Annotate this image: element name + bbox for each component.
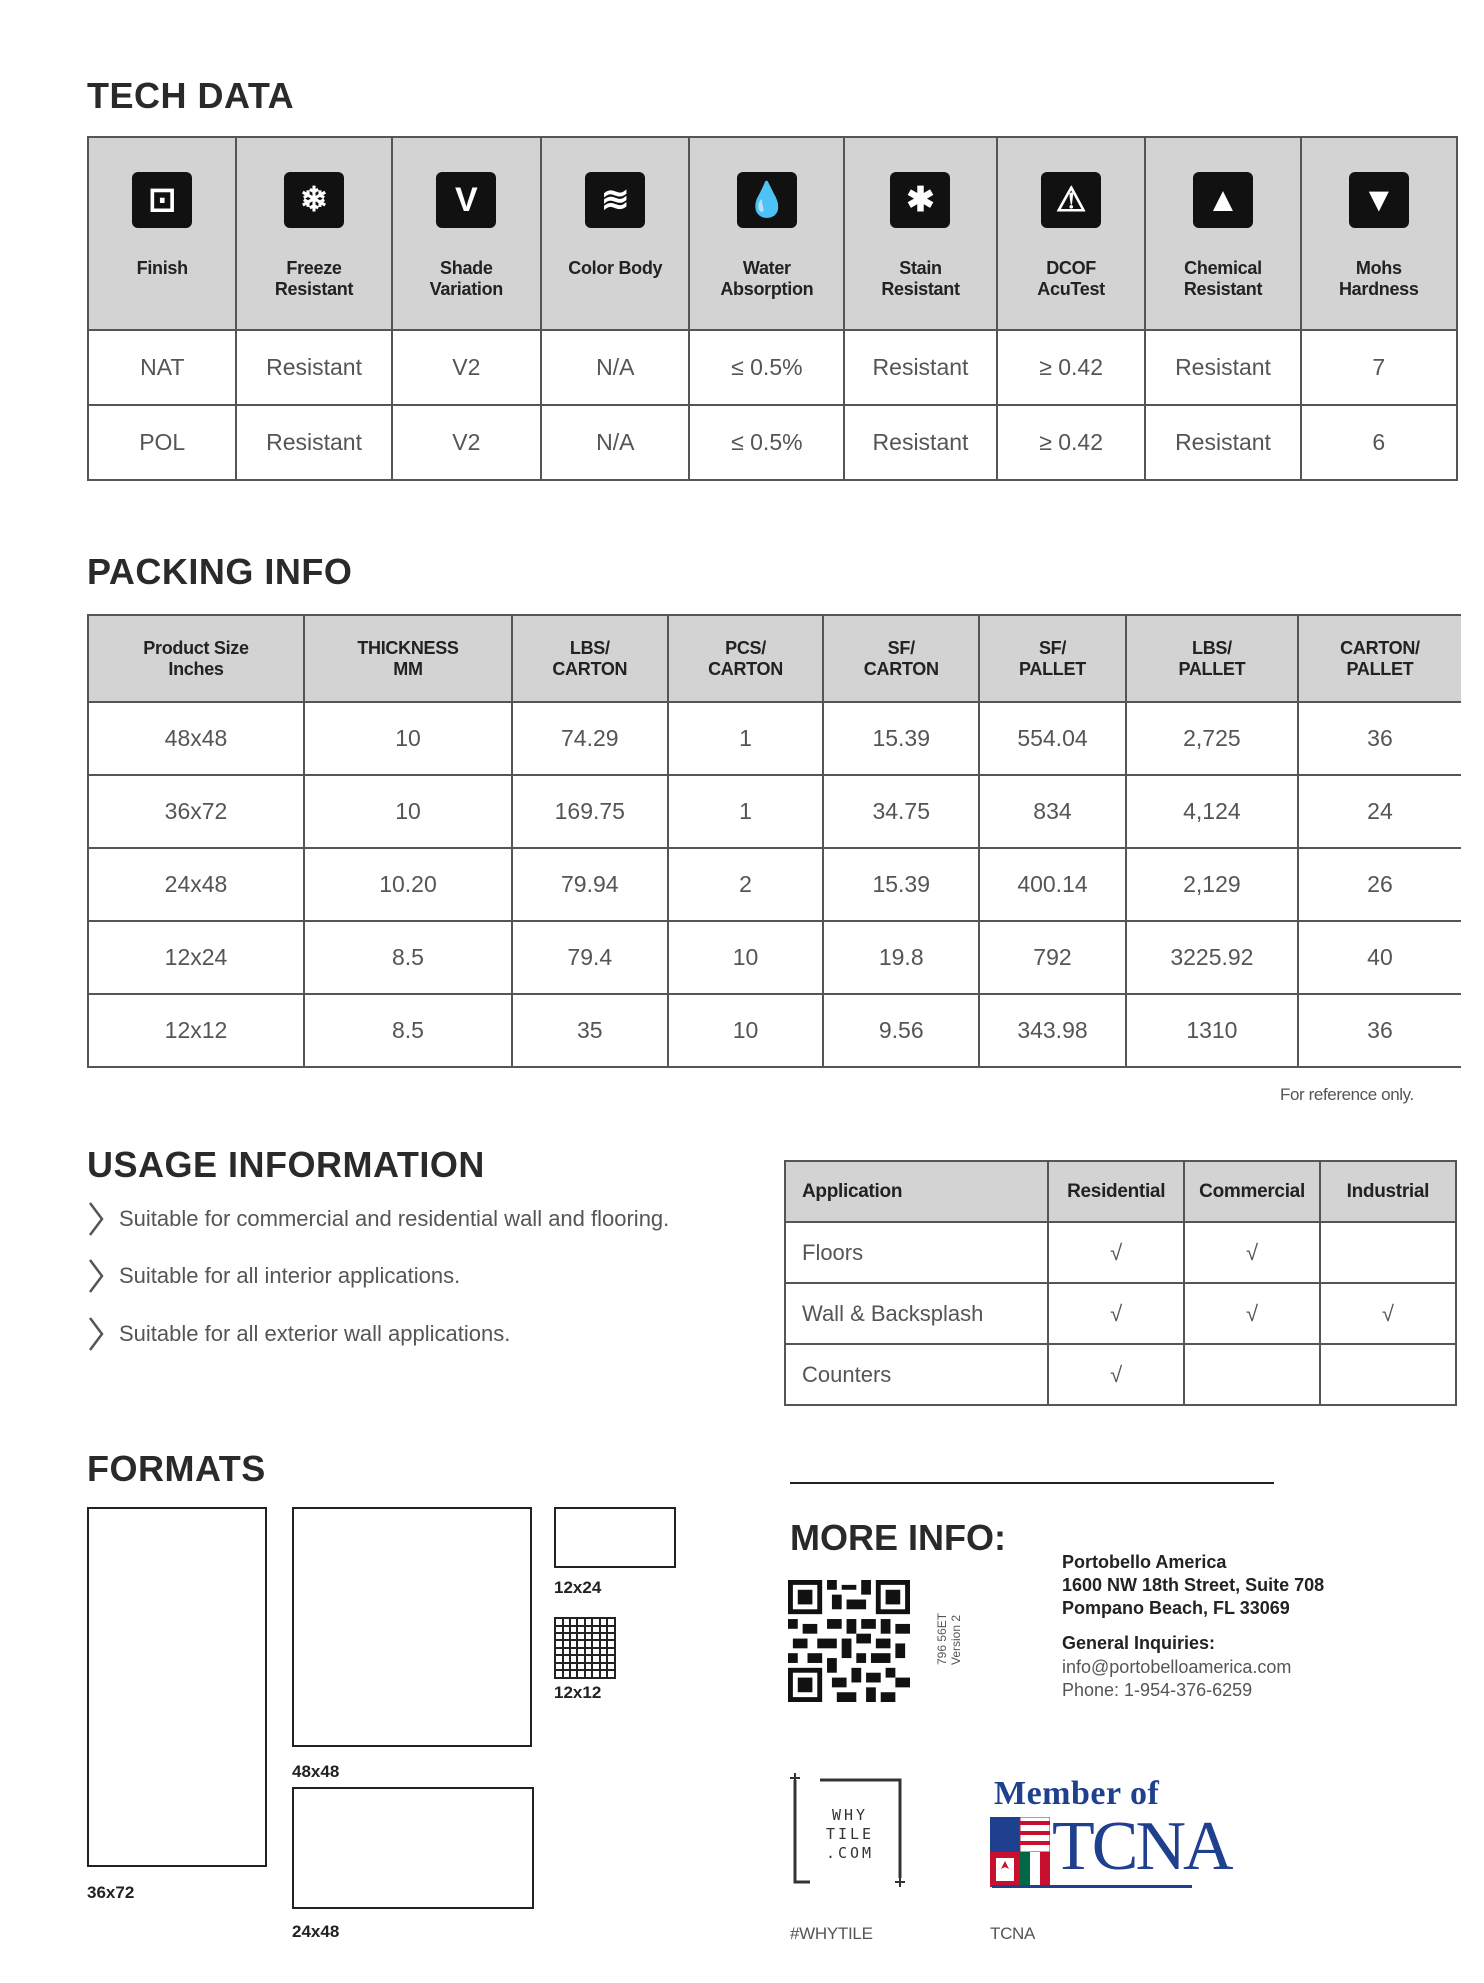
usage-item [87,1315,510,1353]
usage-item-text: Suitable for all exterior wall applications. [119,1321,511,1346]
format-36x72-shape [87,1507,267,1867]
table-row [785,1283,1456,1344]
whytile-logo[interactable] [790,1770,908,1888]
table-row [785,1344,1456,1405]
tech-header-label: Chemical [1184,258,1262,278]
table-cell: N/A [541,330,689,405]
table-cell: 10.20 [304,848,512,921]
table-cell: 834 [979,775,1126,848]
usage-info-title: USAGE INFORMATION [87,1144,485,1185]
table-row [88,921,1461,994]
packing-header-1 [304,615,512,702]
table-row [88,702,1461,775]
table-cell: 8.5 [304,921,512,994]
usage-item-text: Suitable for commercial and residential wall and flooring. [119,1206,670,1231]
checkmark-cell: √ [1184,1283,1319,1344]
format-36x72-label: 36x72 [87,1883,135,1902]
checkmark-cell: √ [1048,1222,1184,1283]
table-cell: ≤ 0.5% [689,330,844,405]
whytile-line-3: .COM [825,1844,875,1862]
checkmark-cell [1320,1222,1456,1283]
table-cell: 4,124 [1126,775,1298,848]
tcna-member-text: Member of [994,1775,1160,1812]
layers-icon: ≋ [585,172,645,228]
tech-header-4 [689,137,844,330]
table-row [88,848,1461,921]
tech-header-2 [392,137,541,330]
table-cell: 6 [1301,405,1457,480]
flask-icon: ▲ [1193,172,1253,228]
tech-header-sublabel: Hardness [1338,279,1419,299]
table-cell: 19.8 [823,921,979,994]
table-cell: 792 [979,921,1126,994]
tech-header-6 [997,137,1146,330]
checkmark-cell: √ [1184,1222,1319,1283]
format-48x48-shape [292,1507,532,1747]
packing-info-table [87,614,1461,1068]
tech-header-label: Shade [440,258,493,278]
formats-title: FORMATS [87,1448,266,1489]
checkmark-cell: √ [1048,1283,1184,1344]
application-header: Residential [1048,1161,1184,1222]
table-cell: 10 [668,921,824,994]
table-cell: V2 [392,405,541,480]
table-cell: 1310 [1126,994,1298,1067]
packing-header-label: PALLET [1178,658,1246,679]
tech-header-sublabel: Resistant [1183,279,1263,299]
version-line-2: Version 2 [949,1614,963,1665]
table-cell: V2 [392,330,541,405]
packing-info-title: PACKING INFO [87,551,353,592]
packing-header-0 [88,615,304,702]
tech-header-8 [1301,137,1457,330]
table-cell: 10 [304,702,512,775]
tech-header-sublabel: Resistant [881,279,960,299]
hardness-icon: ▼ [1349,172,1409,228]
table-cell: 554.04 [979,702,1126,775]
table-row [88,330,1457,405]
packing-header-7 [1298,615,1461,702]
packing-header-label: LBS/ [1192,637,1232,658]
tech-header-label: Water [742,258,791,278]
snowflake-icon: ❄ [284,172,344,228]
tech-data-title: TECH DATA [87,75,295,116]
table-cell: 34.75 [823,775,979,848]
checkmark-cell [1320,1344,1456,1405]
qr-code-icon[interactable] [788,1580,910,1702]
tech-header-label: Color Body [568,258,663,278]
tech-header-sublabel: Resistant [274,279,354,299]
tech-data-table [87,136,1458,481]
more-info-divider [790,1482,1274,1484]
stain-splash-icon: ✱ [890,172,950,228]
tech-header-label: Finish [136,258,188,278]
usage-item [87,1257,460,1295]
tcna-main-text: TCNA [1052,1808,1231,1885]
table-cell: N/A [541,405,689,480]
table-cell: 169.75 [512,775,668,848]
table-cell: 2,725 [1126,702,1298,775]
packing-header-5 [979,615,1126,702]
whytile-line-2: TILE [825,1825,875,1843]
application-header: Commercial [1184,1161,1319,1222]
packing-header-3 [668,615,824,702]
tcna-underline [992,1885,1192,1888]
tech-header-label: Mohs [1355,258,1402,278]
table-cell: 7 [1301,330,1457,405]
address-line-2: Pompano Beach, FL 33069 [1062,1598,1290,1618]
usage-item-text: Suitable for all interior applications. [119,1263,461,1288]
table-cell: 2 [668,848,824,921]
checkmark-cell: √ [1048,1344,1184,1405]
tech-header-0 [88,137,236,330]
table-cell: Resistant [1145,405,1300,480]
application-name: Floors [785,1222,1048,1283]
table-cell: 3225.92 [1126,921,1298,994]
email-link[interactable]: info@portobelloamerica.com [1062,1657,1292,1677]
company-name: Portobello America [1062,1552,1227,1572]
version-text [935,1605,995,1675]
tech-header-sublabel: Variation [429,279,503,299]
packing-header-6 [1126,615,1298,702]
table-cell: 74.29 [512,702,668,775]
format-48x48-label: 48x48 [292,1762,340,1781]
table-cell: 10 [304,775,512,848]
table-cell: 1 [668,702,824,775]
table-row [88,405,1457,480]
table-cell: POL [88,405,236,480]
table-cell: 15.39 [823,848,979,921]
packing-header-label: Product Size [143,637,249,658]
chevron-right-icon [87,1257,105,1295]
table-cell: Resistant [1145,330,1300,405]
slip-icon: ⚠ [1041,172,1101,228]
table-cell: 1 [668,775,824,848]
shade-v-icon: V [436,172,496,228]
table-row [88,775,1461,848]
packing-header-label: PALLET [1346,658,1414,679]
packing-header-label: Inches [168,658,224,679]
table-cell: 2,129 [1126,848,1298,921]
packing-header-label: THICKNESS [357,637,459,658]
table-cell: ≥ 0.42 [997,330,1146,405]
table-row [88,994,1461,1067]
water-drops-icon: 💧 [737,172,797,228]
whytile-line-1: WHY [831,1806,869,1824]
more-info-title: MORE INFO: [790,1517,1006,1558]
tech-header-sublabel: Absorption [720,279,814,299]
tech-header-sublabel: AcuTest [1037,279,1105,299]
table-cell: 9.56 [823,994,979,1067]
application-header: Industrial [1320,1161,1456,1222]
format-24x48-shape [292,1787,534,1909]
usage-item [87,1200,669,1238]
table-cell: 10 [668,994,824,1067]
address-line-1: 1600 NW 18th Street, Suite 708 [1062,1575,1325,1595]
table-row [785,1222,1456,1283]
table-cell: 48x48 [88,702,304,775]
table-cell: 12x12 [88,994,304,1067]
format-12x24-shape [554,1507,676,1568]
application-table [784,1160,1457,1406]
packing-header-label: SF/ [1038,637,1067,658]
table-cell: 40 [1298,921,1461,994]
reference-note: For reference only. [1280,1085,1414,1104]
tech-header-5 [844,137,997,330]
packing-header-4 [823,615,979,702]
flags-icon [990,1817,1050,1887]
tech-header-1 [236,137,391,330]
table-cell: Resistant [236,330,391,405]
packing-header-2 [512,615,668,702]
chevron-right-icon [87,1315,105,1353]
phone-number: Phone: 1-954-376-6259 [1062,1680,1253,1700]
format-12x12-label: 12x12 [554,1683,602,1702]
packing-header-label: MM [393,658,423,679]
table-cell: NAT [88,330,236,405]
packing-header-label: CARTON [552,658,628,679]
tech-header-3 [541,137,689,330]
packing-header-label: PALLET [1019,658,1086,679]
table-cell: Resistant [844,330,997,405]
packing-header-label: LBS/ [569,637,610,658]
application-name: Counters [785,1344,1048,1405]
tech-header-label: Stain [899,258,942,278]
table-cell: 79.4 [512,921,668,994]
packing-header-label: CARTON/ [1340,637,1420,658]
finish-icon: ⊡ [132,172,192,228]
table-cell: 24x48 [88,848,304,921]
table-cell: 36x72 [88,775,304,848]
packing-header-label: CARTON [863,658,939,679]
table-cell: 35 [512,994,668,1067]
packing-header-label: PCS/ [725,637,766,658]
chevron-right-icon [87,1200,105,1238]
tcna-caption: TCNA [990,1924,1036,1943]
tech-header-label: DCOF [1046,258,1096,278]
format-12x12-grid-icon [554,1617,616,1679]
table-cell: 36 [1298,702,1461,775]
table-cell: Resistant [236,405,391,480]
format-24x48-label: 24x48 [292,1922,340,1941]
checkmark-cell [1184,1344,1319,1405]
application-name: Wall & Backsplash [785,1283,1048,1344]
table-cell: 26 [1298,848,1461,921]
format-12x24-label: 12x24 [554,1578,602,1597]
tcna-logo[interactable] [990,1775,1231,1890]
table-cell: ≥ 0.42 [997,405,1146,480]
tech-header-7 [1145,137,1300,330]
table-cell: 12x24 [88,921,304,994]
table-cell: 79.94 [512,848,668,921]
inquiries-label: General Inquiries: [1062,1633,1216,1653]
table-cell: 8.5 [304,994,512,1067]
table-cell: 36 [1298,994,1461,1067]
table-cell: Resistant [844,405,997,480]
application-header: Application [785,1161,1048,1222]
table-cell: 24 [1298,775,1461,848]
checkmark-cell: √ [1320,1283,1456,1344]
tech-header-label: Freeze [286,258,342,278]
table-cell: 343.98 [979,994,1126,1067]
packing-header-label: CARTON [708,658,783,679]
table-cell: ≤ 0.5% [689,405,844,480]
whytile-caption: #WHYTILE [790,1924,873,1943]
packing-header-label: SF/ [887,637,915,658]
table-cell: 400.14 [979,848,1126,921]
version-line-1: 796 56ET [935,1612,949,1665]
table-cell: 15.39 [823,702,979,775]
